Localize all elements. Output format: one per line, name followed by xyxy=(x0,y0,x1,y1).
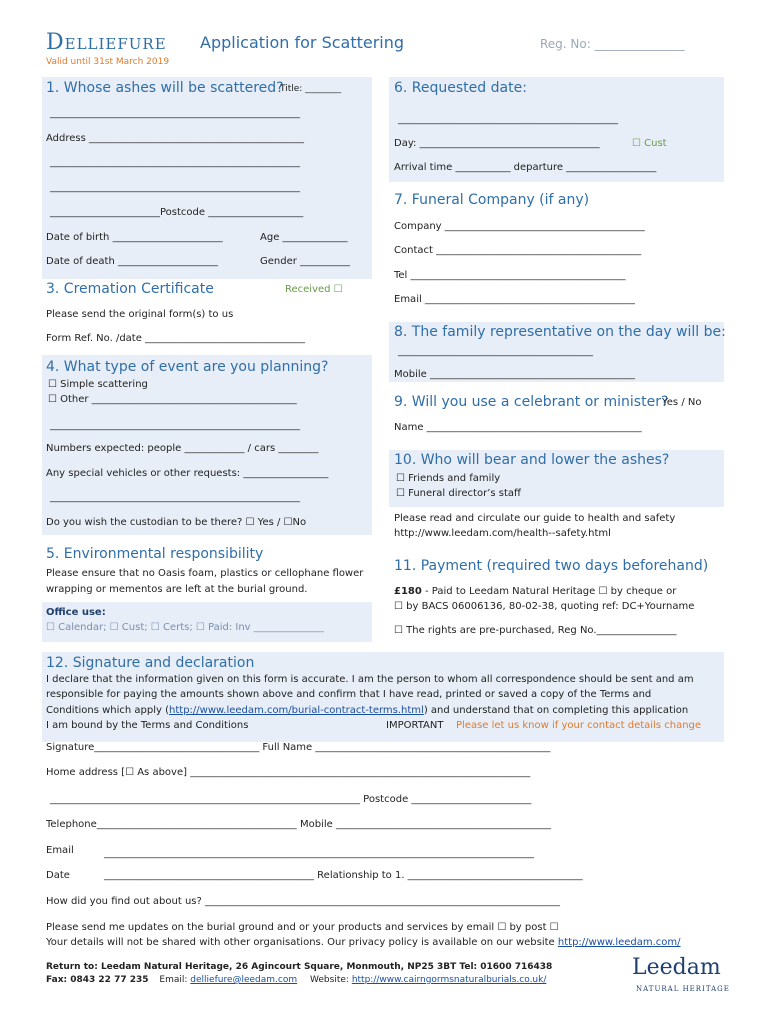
section-7-heading: 7. Funeral Company (if any) xyxy=(394,192,590,208)
footer-website-link[interactable]: http://www.cairngormsnaturalburials.co.uk/ xyxy=(351,975,547,985)
form-ref-field[interactable]: Form Ref. No. /date ________________________________ xyxy=(46,333,306,344)
form-title: Application for Scattering xyxy=(200,33,405,52)
home-address-field[interactable]: Home address [☐ As above] ____________________________________________________________________ xyxy=(46,767,531,778)
declaration-line-3b: ) and understand that on completing this application xyxy=(423,705,689,716)
date-relationship-field[interactable]: __________________________________________ Relationship to 1. ___________________________________ xyxy=(104,870,583,881)
section-5-heading: 5. Environmental responsibility xyxy=(46,546,264,562)
footer-email-link[interactable]: delliefure@leedam.com xyxy=(190,975,298,985)
how-found-field[interactable]: How did you find out about us? _______________________________________________________________________ xyxy=(46,896,560,907)
environment-text-1: Please ensure that no Oasis foam, plastics or cellophane flower xyxy=(46,568,364,579)
declaration-line-1: I declare that the information given on this form is accurate. I am the person to whom all correspondence should be sent and am xyxy=(46,674,694,685)
payment-line-1[interactable] xyxy=(394,586,676,597)
section-1-heading: 1. Whose ashes will be scattered? xyxy=(46,80,284,96)
cust-checkbox[interactable]: ☐ Cust xyxy=(632,138,667,149)
payment-cheque-option[interactable]: - Paid to Leedam Natural Heritage ☐ by cheque or xyxy=(421,586,677,597)
payment-price: £180 xyxy=(394,586,422,597)
received-checkbox[interactable]: Received ☐ xyxy=(285,284,343,295)
fax-number: Fax: 0843 22 77 235 xyxy=(46,975,149,985)
special-requests-line[interactable]: __________________________________________________ xyxy=(50,492,300,503)
other-line[interactable]: __________________________________________________ xyxy=(50,420,300,431)
signature-fullname-field[interactable]: Signature_________________________________ Full Name _______________________________________________ xyxy=(46,742,551,753)
payment-bacs-option[interactable]: ☐ by BACS 06006136, 80-02-38, quoting ref: DC+Yourname xyxy=(394,601,695,612)
address-field[interactable]: Address ___________________________________________ xyxy=(46,133,305,144)
environment-text-2: wrapping or mementos are left at the burial ground. xyxy=(46,584,308,595)
address-line-3[interactable]: __________________________________________________ xyxy=(50,182,300,193)
tel-field[interactable]: Tel ___________________________________________ xyxy=(394,270,626,281)
arrival-departure-field[interactable]: Arrival time ___________ departure __________________ xyxy=(394,162,657,173)
postcode-line-field[interactable]: ______________________________________________________________ Postcode ________________________ xyxy=(50,794,532,805)
declaration-line-3 xyxy=(46,705,688,716)
section-6-heading: 6. Requested date: xyxy=(394,80,527,96)
declaration-line-4: I am bound by the Terms and Conditions xyxy=(46,720,249,731)
email-field[interactable]: Email __________________________________________ xyxy=(394,294,635,305)
age-field[interactable]: Age _____________ xyxy=(260,232,348,243)
send-original-note: Please send the original form(s) to us xyxy=(46,309,234,320)
valid-until: Valid until 31st March 2019 xyxy=(46,57,170,67)
return-address: Return to: Leedam Natural Heritage, 26 Agincourt Square, Monmouth, NP25 3BT Tel: 01600 716438 xyxy=(46,962,553,972)
custodian-question[interactable]: Do you wish the custodian to be there? ☐ Yes / ☐No xyxy=(46,517,307,528)
footer-contacts xyxy=(46,975,546,985)
leedam-logo-subtitle: NATURAL HERITAGE xyxy=(636,985,730,993)
day-field[interactable]: Day: ____________________________________ xyxy=(394,138,600,149)
title-field[interactable]: Title: ________ xyxy=(280,84,342,94)
section-8-heading: 8. The family representative on the day will be: xyxy=(394,324,726,340)
gender-field[interactable]: Gender __________ xyxy=(260,256,351,267)
simple-scattering-option[interactable]: ☐ Simple scattering xyxy=(48,379,148,390)
email-label: Email: xyxy=(159,975,188,985)
privacy-note xyxy=(46,937,681,948)
leedam-logo: Leedam xyxy=(632,955,721,980)
section-10-heading: 10. Who will bear and lower the ashes? xyxy=(394,452,670,468)
special-requests-field[interactable]: Any special vehicles or other requests: _________________ xyxy=(46,468,329,479)
date-of-birth-field[interactable]: Date of birth ______________________ xyxy=(46,232,223,243)
company-field[interactable]: Company ________________________________________ xyxy=(394,221,645,232)
representative-line[interactable]: _______________________________________ xyxy=(398,346,593,357)
important-note: Please let us know if your contact details change xyxy=(456,720,702,731)
website-label: Website: xyxy=(310,975,349,985)
telephone-mobile-field[interactable]: Telephone________________________________________ Mobile ___________________________________________ xyxy=(46,819,551,830)
name-field[interactable]: __________________________________________________ xyxy=(50,108,300,119)
date-of-death-field[interactable]: Date of death ____________________ xyxy=(46,256,218,267)
section-3-heading: 3. Cremation Certificate xyxy=(46,281,214,297)
requested-date-line[interactable]: ____________________________________________ xyxy=(398,114,618,125)
health-safety-note: Please read and circulate our guide to health and safety xyxy=(394,513,676,524)
office-use-label: Office use: xyxy=(46,607,106,618)
privacy-text: Your details will not be shared with other organisations. Our privacy policy is available on our website xyxy=(46,937,558,948)
funeral-staff-option[interactable]: ☐ Funeral director’s staff xyxy=(396,488,521,499)
numbers-expected-field[interactable]: Numbers expected: people ____________ / cars ________ xyxy=(46,443,319,454)
address-line-2[interactable]: __________________________________________________ xyxy=(50,157,300,168)
terms-link[interactable]: http://www.leedam.com/burial-contract-terms.html xyxy=(169,705,424,716)
friends-family-option[interactable]: ☐ Friends and family xyxy=(396,473,501,484)
mobile-field[interactable]: Mobile _________________________________________ xyxy=(394,369,635,380)
health-safety-url[interactable]: http://www.leedam.com/health--safety.html xyxy=(394,528,611,539)
section-12-heading: 12. Signature and declaration xyxy=(46,655,255,671)
contact-field[interactable]: Contact _________________________________________ xyxy=(394,245,642,256)
brand-name: Delliefure xyxy=(46,30,167,55)
section-9-heading: 9. Will you use a celebrant or minister? xyxy=(394,394,669,410)
declaration-line-2: responsible for paying the amounts shown above and confirm that I have read, printed or saved a copy of the Terms and xyxy=(46,689,652,700)
other-option[interactable]: ☐ Other _________________________________________ xyxy=(48,394,297,405)
email-label: Email xyxy=(46,845,74,856)
celebrant-name-field[interactable]: Name ___________________________________________ xyxy=(394,422,642,433)
celebrant-yes-no[interactable]: Yes / No xyxy=(662,397,702,408)
updates-preference[interactable]: Please send me updates on the burial ground and or your products and services by email ☐ by post ☐ xyxy=(46,922,559,933)
email-line-field[interactable]: ______________________________________________________________________________________ xyxy=(104,848,534,859)
date-label: Date xyxy=(46,870,70,881)
important-label: IMPORTANT xyxy=(386,720,444,731)
office-use-items[interactable]: ☐ Calendar; ☐ Cust; ☐ Certs; ☐ Paid: Inv ______________ xyxy=(46,622,324,633)
reg-no[interactable]: Reg. No: _______________ xyxy=(540,37,685,51)
section-11-heading: 11. Payment (required two days beforehand) xyxy=(394,558,709,574)
postcode-field[interactable]: ______________________Postcode ___________________ xyxy=(50,207,304,218)
section-4-heading: 4. What type of event are you planning? xyxy=(46,359,329,375)
privacy-link[interactable]: http://www.leedam.com/ xyxy=(557,937,681,948)
pre-purchased-option[interactable]: ☐ The rights are pre-purchased, Reg No.________________ xyxy=(394,625,677,636)
declaration-line-3a: Conditions which apply ( xyxy=(46,705,170,716)
